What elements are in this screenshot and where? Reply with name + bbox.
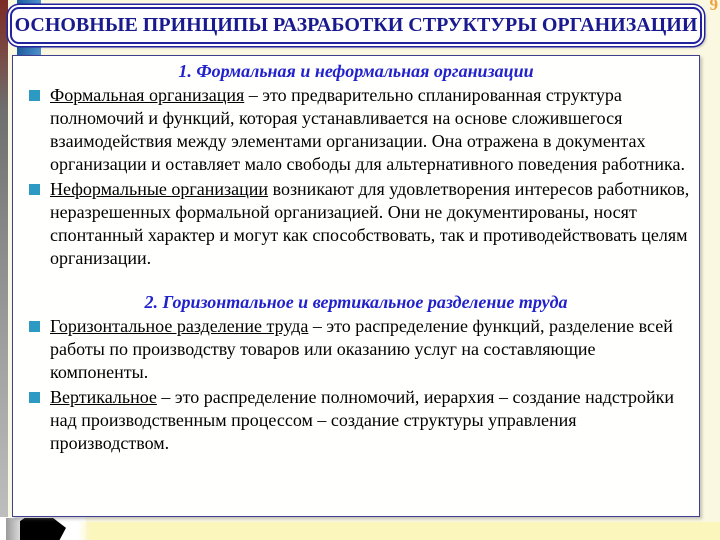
bullet-lead-underlined: Вертикальное	[50, 387, 157, 407]
list-item	[13, 386, 693, 455]
bullet-text	[50, 178, 691, 270]
bullet-square-icon	[29, 184, 40, 195]
bullet-lead-underlined: Неформальные организации	[50, 179, 269, 199]
bullet-rest: – это предварительно спланированная структура полномочий и функций, которая устанавливается на основе сложившегося взаимодействия между элементами организации. Она отражена в документах организации и оставляет мало свободы для альтернативного поведения работника.	[50, 85, 685, 174]
bullet-square-icon	[29, 321, 40, 332]
list-item	[13, 178, 693, 270]
left-edge-gradient-bar	[0, 0, 8, 540]
bottom-yellow-strip	[78, 522, 720, 540]
list-item	[13, 315, 693, 384]
section-2-heading: 2. Горизонтальное и вертикальное разделение труда	[144, 292, 568, 312]
slide-page-number: 9	[709, 0, 718, 14]
bullet-rest: – это распределение полномочий, иерархия – создание надстройки над производственным процессом – создание структуры управления производством.	[50, 387, 674, 453]
bullet-text	[50, 84, 691, 176]
bullet-rest: – это распределение функций, разделение всей работы по производству товаров или оказанию услуг на составляющие компоненты.	[50, 316, 673, 382]
list-item	[13, 84, 693, 176]
slide-title-box	[10, 7, 702, 44]
bullet-text	[50, 386, 691, 455]
bullet-square-icon	[29, 392, 40, 403]
bullet-text	[50, 315, 691, 384]
bullet-lead-underlined: Формальная организация	[50, 85, 245, 105]
bullet-rest: возникают для удовлетворения интересов работников, неразрешенных формальной организацией. Они не документированы, носят спонтанный характер и могут как способствовать, так и противодействовать целям организации.	[50, 179, 690, 268]
bullet-lead-underlined: Горизонтальное разделение труда	[50, 316, 309, 336]
section-1-heading: 1. Формальная и неформальная организации	[178, 61, 534, 81]
slide-content-box	[12, 55, 700, 517]
slide-title: ОСНОВНЫЕ ПРИНЦИПЫ РАЗРАБОТКИ СТРУКТУРЫ ОРГАНИЗАЦИИ	[14, 14, 698, 36]
bullet-square-icon	[29, 90, 40, 101]
